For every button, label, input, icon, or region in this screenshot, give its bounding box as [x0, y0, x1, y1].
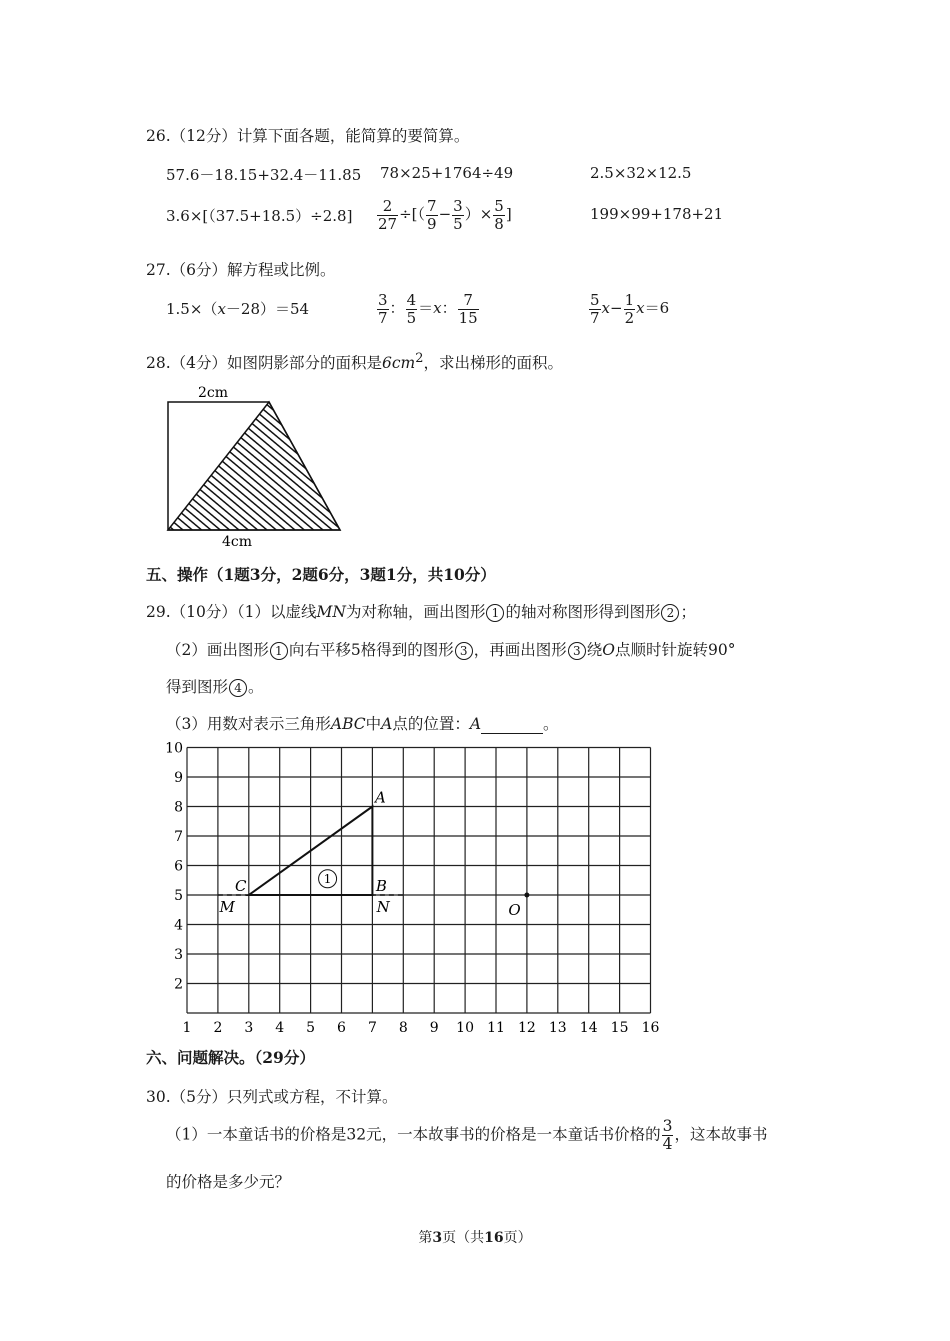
point-o: O: [602, 641, 615, 659]
operator: ]: [505, 205, 512, 223]
frac-den: 27: [378, 214, 398, 233]
text: 28.（4分）如图阴影部分的面积是: [146, 354, 383, 373]
x-tick-label: 12: [517, 1020, 536, 1036]
x-tick-label: 8: [398, 1020, 408, 1036]
text: ，再画出图形: [473, 641, 567, 659]
q26-title: 26.（12分）计算下面各题，能简算的要简算。: [146, 127, 470, 145]
label-top: 2cm: [198, 385, 229, 401]
q28-title: [146, 351, 563, 373]
page-number: 3: [432, 1230, 443, 1246]
q29-line-3: [166, 675, 264, 697]
q26-expr-2: 78×25+1764÷49: [380, 164, 514, 182]
q26-expr-3: 2.5×32×12.5: [590, 164, 692, 182]
text: 页（共: [442, 1230, 485, 1246]
operator: ）×: [464, 205, 493, 223]
x-tick-label: 9: [429, 1020, 439, 1036]
trapezoid-figure: [150, 378, 360, 550]
operator: ÷[（: [399, 205, 426, 223]
q27-eq-3: [588, 292, 669, 326]
text: 绕: [586, 641, 603, 659]
answer-blank[interactable]: [481, 719, 543, 734]
var-x: x: [433, 299, 442, 317]
text: 29.（10分）（1）以虚线: [146, 603, 317, 621]
circled-number: 4: [229, 679, 247, 697]
q29-line-1: [146, 600, 696, 622]
operator: ：: [441, 299, 457, 317]
superscript: 2: [415, 351, 424, 366]
text: 1.5×（: [166, 300, 218, 318]
axis-mn: MN: [316, 603, 346, 621]
frac-num: 3: [453, 197, 463, 215]
text: ；: [680, 603, 696, 621]
q30-part-1: [166, 1118, 767, 1153]
label-b: B: [375, 877, 387, 895]
text: 。: [248, 678, 264, 696]
circled-number: 3: [568, 642, 586, 660]
var-x: x: [636, 299, 645, 317]
page-footer: [0, 1227, 950, 1247]
circled-number: 3: [455, 642, 473, 660]
label-bottom: 4cm: [222, 534, 253, 550]
frac-num: 3: [378, 291, 388, 309]
frac-den: 2: [624, 308, 635, 327]
frac-num: 7: [427, 197, 437, 215]
x-tick-label: 14: [579, 1020, 598, 1036]
q27-eq-2: [376, 292, 480, 326]
q26-expr-4: 3.6×[（37.5+18.5）÷2.8]: [166, 207, 353, 225]
total-pages: 16: [484, 1230, 504, 1246]
y-tick-label: 7: [174, 829, 183, 845]
text: －28）＝54: [225, 300, 310, 318]
x-tick-label: 5: [306, 1020, 316, 1036]
text: （3）用数对表示三角形: [166, 715, 331, 733]
point-a: A: [381, 715, 393, 733]
q29-line-2: [166, 638, 735, 660]
point-a: A: [469, 715, 482, 733]
operator: ：: [389, 299, 405, 317]
frac-num: 1: [624, 291, 635, 309]
frac-den: 5: [453, 214, 463, 233]
q30-part-1-cont: 的价格是多少元？: [166, 1173, 291, 1191]
var-x: x: [217, 300, 226, 318]
text: 中: [365, 715, 382, 733]
x-tick-label: 13: [548, 1020, 567, 1036]
frac-num: 7: [463, 291, 473, 309]
label-a: A: [374, 788, 386, 807]
y-tick-label: 5: [174, 888, 183, 904]
text: 点顺时针旋转90°: [615, 641, 736, 659]
frac-den: 15: [458, 308, 478, 327]
triangle-abc: ABC: [330, 715, 366, 733]
frac-num: 5: [494, 197, 504, 215]
x-tick-label: 3: [244, 1020, 254, 1036]
q29-line-4: [166, 712, 559, 734]
frac-num: 4: [406, 291, 417, 309]
q26-expr-6: 199×99+178+21: [590, 205, 724, 223]
q27-eq-1: [166, 298, 309, 319]
x-tick-label: 4: [275, 1020, 285, 1036]
q27-title: 27.（6分）解方程或比例。: [146, 261, 336, 279]
y-tick-label: 10: [165, 740, 183, 757]
q26-expr-1: 57.6－18.15+32.4－11.85: [166, 166, 362, 184]
coordinate-grid: [158, 738, 668, 1038]
operator: −: [610, 299, 623, 317]
q26-expr-5: [376, 198, 512, 232]
circled-number: 1: [270, 642, 288, 660]
section-6-heading: 六、问题解决。（29分）: [146, 1048, 315, 1067]
x-tick-label: 2: [213, 1020, 223, 1036]
y-tick-label: 2: [174, 976, 183, 993]
frac-num: 5: [590, 291, 600, 309]
text: 。: [543, 715, 559, 733]
area-unit: 6cm: [382, 354, 416, 373]
operator: ＝: [418, 299, 434, 317]
frac-num: 2: [382, 197, 393, 215]
circled-number: 1: [486, 604, 504, 622]
frac-den: 5: [406, 308, 417, 327]
shaded-triangle: [168, 402, 340, 530]
text: ＝6: [644, 299, 670, 317]
y-tick-label: 9: [174, 770, 183, 786]
label-m: M: [219, 898, 235, 916]
circled-number: 2: [661, 604, 679, 622]
text: 第: [418, 1230, 433, 1246]
x-tick-label: 6: [337, 1020, 346, 1036]
text: 页）: [503, 1230, 532, 1246]
var-x: x: [601, 299, 611, 317]
text: （1）一本童话书的价格是32元，一本故事书的价格是一本童话书价格的: [166, 1125, 661, 1144]
operator: −: [438, 205, 452, 223]
x-tick-label: 11: [487, 1020, 505, 1036]
x-tick-label: 7: [367, 1020, 377, 1036]
point-o-dot: [524, 893, 529, 898]
x-tick-label: 15: [610, 1020, 629, 1036]
label-o: O: [508, 901, 521, 919]
text: 为对称轴，画出图形: [345, 603, 486, 621]
frac-den: 4: [662, 1135, 673, 1154]
frac-den: 9: [427, 214, 437, 233]
y-tick-label: 6: [174, 858, 183, 875]
frac-den: 8: [494, 214, 504, 233]
x-tick-label: 10: [456, 1020, 475, 1036]
y-tick-label: 4: [174, 917, 183, 934]
text: （2）画出图形: [166, 641, 269, 659]
text: ，求出梯形的面积。: [423, 354, 563, 373]
shape-label-number: 1: [323, 871, 332, 886]
label-c: C: [235, 877, 247, 895]
x-tick-label: 1: [182, 1020, 192, 1036]
frac-den: 7: [590, 308, 600, 327]
section-5-heading: 五、操作（1题3分，2题6分，3题1分，共10分）: [146, 565, 496, 584]
text: 的轴对称图形得到图形: [505, 603, 661, 621]
text: 得到图形: [166, 678, 229, 696]
y-tick-label: 3: [174, 947, 183, 963]
label-n: N: [376, 898, 390, 916]
x-tick-label: 16: [641, 1020, 660, 1036]
q30-title: 30.（5分）只列式或方程，不计算。: [146, 1088, 398, 1106]
text: 向右平移5格得到的图形: [288, 641, 454, 659]
y-tick-label: 8: [174, 799, 183, 816]
frac-den: 7: [378, 308, 388, 327]
frac-num: 3: [662, 1117, 673, 1135]
text: 点的位置：: [392, 715, 470, 733]
text: ，这本故事书: [674, 1125, 768, 1144]
